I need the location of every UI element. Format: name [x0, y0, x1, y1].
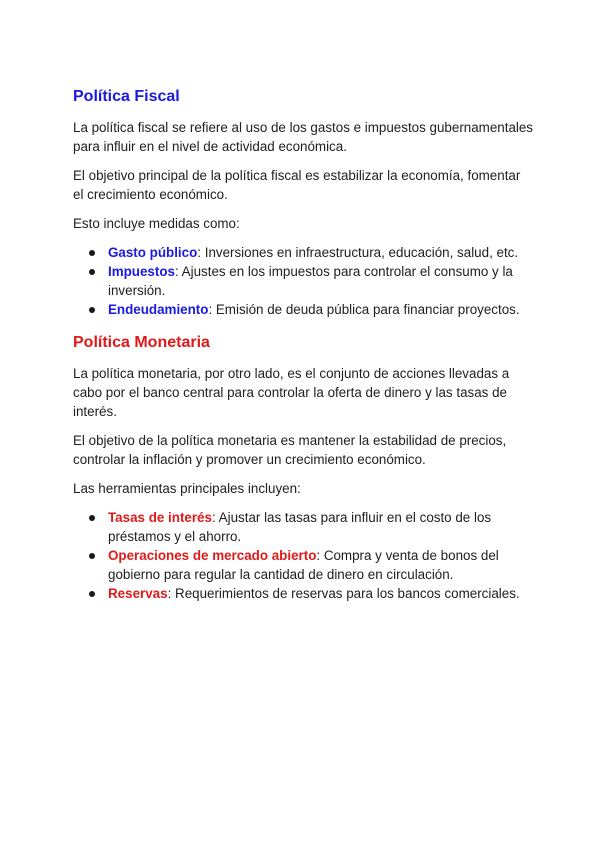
- fiscal-section-title: Política Fiscal: [73, 88, 180, 105]
- list-item: [73, 508, 533, 546]
- monetary-paragraph-1: La política monetaria, por otro lado, es el conjunto de acciones llevadas a cabo por el banco central para controlar la oferta de dinero y las tasas de interés.: [73, 366, 510, 419]
- monetary-section-title: Política Monetaria: [73, 334, 210, 351]
- fiscal-paragraph-1: La política fiscal se refiere al uso de los gastos e impuestos gubernamentales para influir en el nivel de actividad económica.: [73, 120, 534, 154]
- bullet-icon: [89, 269, 95, 275]
- list-item-term: Operaciones de mercado abierto: [108, 548, 317, 563]
- list-item-text: : Compra y venta de bonos del gobierno para regular la cantidad de dinero en circulación.: [108, 548, 499, 582]
- bullet-icon: [89, 515, 95, 521]
- list-item-term: Reservas: [108, 586, 168, 601]
- list-item-term: Gasto público: [108, 245, 198, 260]
- fiscal-paragraph-2: El objetivo principal de la política fiscal es estabilizar la economía, fomentar el crecimiento económico.: [73, 168, 521, 202]
- list-item: [73, 243, 533, 262]
- list-item: [73, 546, 533, 584]
- list-item-text: : Requerimientos de reservas para los bancos comerciales.: [167, 586, 520, 601]
- monetary-tools-list: [73, 508, 533, 603]
- bullet-icon: [89, 591, 95, 597]
- bullet-icon: [89, 250, 95, 256]
- list-item-text: : Emisión de deuda pública para financiar proyectos.: [208, 302, 520, 317]
- document-page: [73, 87, 533, 613]
- bullet-icon: [89, 553, 95, 559]
- list-item: [73, 300, 533, 319]
- list-item-text: : Ajustar las tasas para influir en el costo de los préstamos y el ahorro.: [108, 510, 492, 544]
- bullet-icon: [89, 307, 95, 313]
- monetary-paragraph-3: Las herramientas principales incluyen:: [73, 481, 301, 496]
- monetary-paragraph-2: El objetivo de la política monetaria es mantener la estabilidad de precios, controlar la inflación y promover un crecimiento económico.: [73, 433, 507, 467]
- list-item-term: Tasas de interés: [108, 510, 212, 525]
- list-item: [73, 262, 533, 300]
- list-item: [73, 584, 533, 603]
- fiscal-paragraph-3: Esto incluye medidas como:: [73, 216, 240, 231]
- fiscal-measures-list: [73, 243, 533, 319]
- list-item-term: Endeudamiento: [108, 302, 209, 317]
- list-item-text: : Ajustes en los impuestos para controlar el consumo y la inversión.: [108, 264, 513, 298]
- list-item-text: : Inversiones en infraestructura, educación, salud, etc.: [197, 245, 519, 260]
- list-item-term: Impuestos: [108, 264, 175, 279]
